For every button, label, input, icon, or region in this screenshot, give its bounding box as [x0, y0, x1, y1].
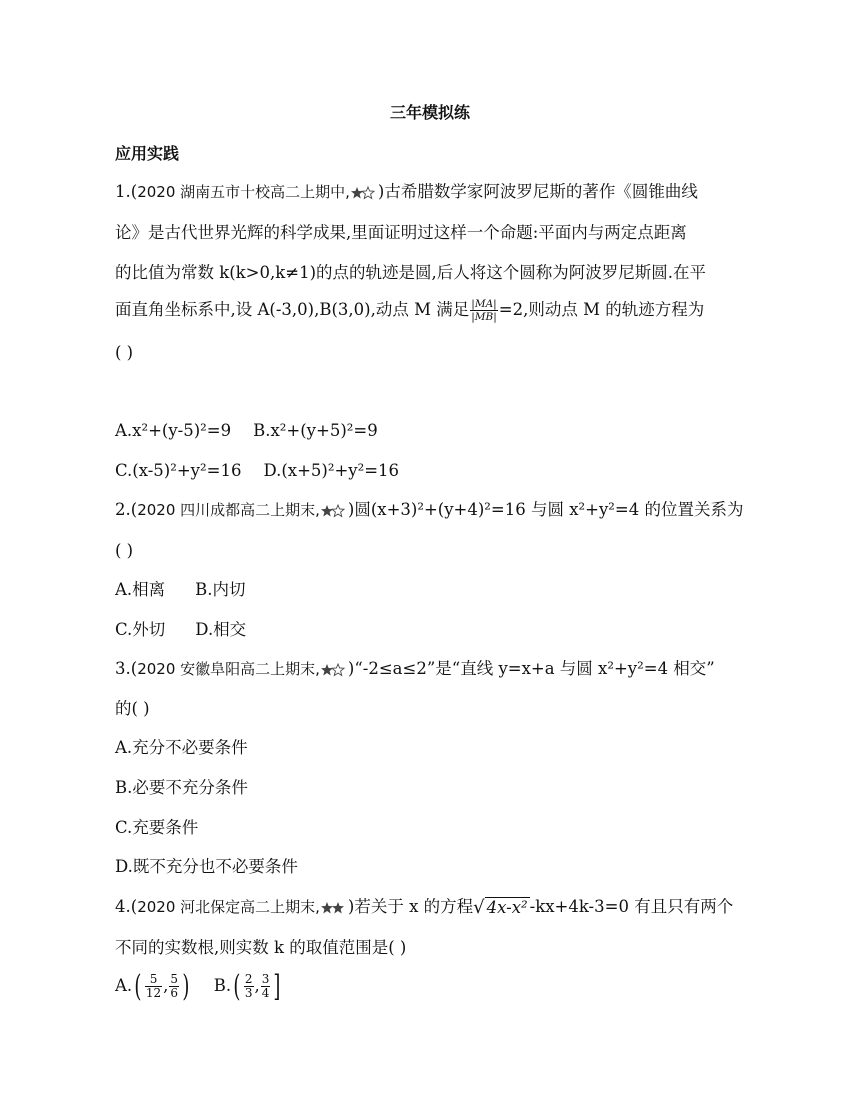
section-heading: 应用实践 — [115, 144, 180, 163]
page-title: 三年模拟练 — [389, 103, 470, 122]
q1-line-2: 论》是古代世界光辉的科学成果,里面证明过这样一个命题:平面内与两定点距离 — [115, 223, 687, 242]
q4-option-b: B.( $\frac{2}{3}$ , $\frac{3}{4}$ ] — [213, 968, 281, 1004]
q2-option-c: C.外切 — [115, 620, 166, 639]
q1-option-d: D.(x+5)²+y²=16 — [263, 461, 400, 480]
q1-options-ab — [115, 420, 378, 442]
q3-option-d: D.既不充分也不必要条件 — [115, 857, 298, 876]
q4-line-2: 不同的实数根,则实数 k 的取值范围是( ) — [115, 938, 407, 957]
q1-line-1: 1.(2020 湖南五市十校高二上期中, )古希腊数学家阿波罗尼斯的著作《圆锥曲线 — [115, 182, 698, 201]
square-root-expression: √ 4x-x² — [473, 896, 528, 918]
q4-source: 2020 河北保定高二上期末, — [137, 898, 320, 916]
q4-options-ab — [115, 968, 283, 1004]
q2-answer-blank: ( ) — [115, 541, 134, 560]
q1-option-a: A.x²+(y-5)²=9 — [115, 421, 232, 440]
q3-line-2: 的( ) — [115, 699, 150, 718]
q1-source: 2020 湖南五市十校高二上期中, — [137, 183, 350, 201]
q1-option-b: B.x²+(y+5)²=9 — [253, 421, 378, 440]
difficulty-stars-icon — [321, 504, 347, 518]
q4-option-a: A.( $\frac{5}{12}$ , $\frac{5}{6}$ ) — [115, 968, 190, 1004]
q2-options-cd — [115, 619, 246, 641]
q3-option-a: A.充分不必要条件 — [115, 738, 248, 757]
q3-source: 2020 安徽阜阳高二上期末, — [137, 660, 320, 678]
q2-option-b: B.内切 — [195, 580, 246, 599]
q3-line-1: 3.(2020 安徽阜阳高二上期末, )“-2≤a≤2”是“直线 y=x+a 与圆 x²+y²=4 相交” — [115, 659, 715, 678]
q1-answer-blank: ( ) — [115, 343, 134, 362]
q1-line-3: 的比值为常数 k(k>0,k≠1)的点的轨迹是圆,后人将这个圆称为阿波罗尼斯圆.在平 — [115, 263, 706, 282]
q1-line-4: 面直角坐标系中,设 A(-3,0),B(3,0),动点 M 满足 $\frac{|MA|}{|MB|}$ =2,则动点 M 的轨迹方程为 — [115, 298, 705, 323]
difficulty-stars-icon — [321, 663, 347, 677]
difficulty-stars-icon — [321, 901, 347, 915]
q3-option-c: C.充要条件 — [115, 818, 199, 837]
q2-line-1: 2.(2020 四川成都高二上期末, )圆(x+3)²+(y+4)²=16 与圆 x²+y²=4 的位置关系为 — [115, 500, 744, 519]
q2-options-ab — [115, 579, 246, 601]
q4-line-1: 4.(2020 河北保定高二上期末, )若关于 x 的方程√ 4x-x² -kx+4k-3=0 有且只有两个 — [115, 896, 734, 918]
q1-option-c: C.(x-5)²+y²=16 — [115, 461, 242, 480]
q3-option-b: B.必要不充分条件 — [115, 778, 248, 797]
ratio-fraction: $\frac{|MA|}{|MB|}$ — [471, 298, 497, 323]
difficulty-stars-icon — [351, 186, 377, 200]
q2-source: 2020 四川成都高二上期末, — [137, 501, 320, 519]
q2-option-a: A.相离 — [115, 580, 166, 599]
q2-option-d: D.相交 — [195, 620, 247, 639]
q1-options-cd — [115, 460, 399, 482]
